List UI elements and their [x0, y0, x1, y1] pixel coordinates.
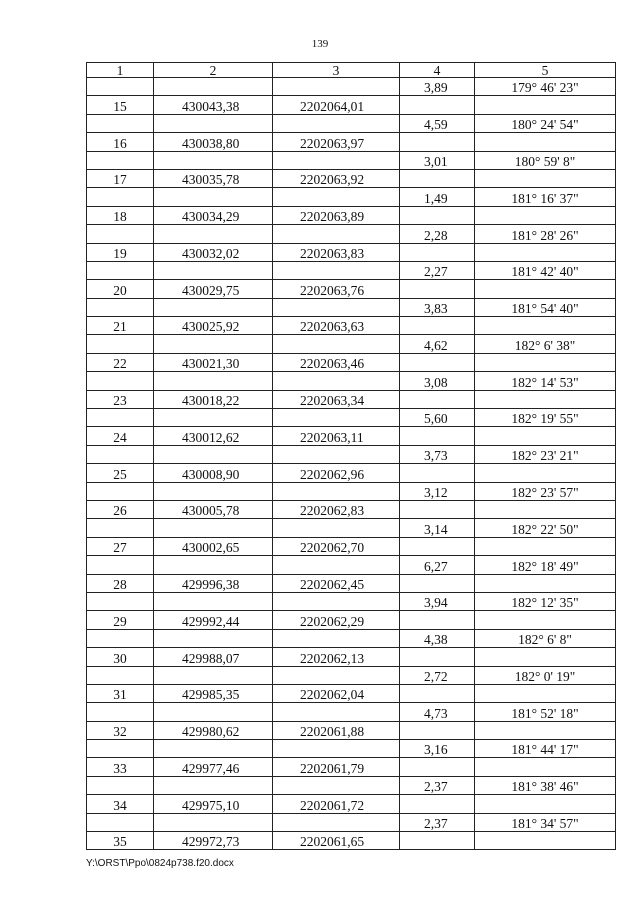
footer-file-path: Y:\ORST\Ppo\0824p738.f20.docx — [86, 858, 234, 869]
table-row — [87, 151, 616, 169]
point-number-cell — [87, 592, 154, 610]
table-row — [87, 574, 616, 592]
table-row — [87, 500, 616, 518]
column-header-4: 4 — [400, 63, 475, 78]
x-coordinate-cell: 430038,80 — [154, 133, 273, 151]
angle-cell — [475, 795, 616, 813]
x-coordinate-cell — [154, 225, 273, 243]
point-number-cell — [87, 629, 154, 647]
angle-cell — [475, 464, 616, 482]
x-coordinate-cell — [154, 335, 273, 353]
table-body — [87, 78, 616, 850]
distance-cell — [400, 795, 475, 813]
distance-cell — [400, 280, 475, 298]
table-row — [87, 611, 616, 629]
table-row — [87, 795, 616, 813]
angle-cell — [475, 537, 616, 555]
distance-cell — [400, 464, 475, 482]
y-coordinate-cell — [273, 519, 400, 537]
x-coordinate-cell — [154, 409, 273, 427]
table-row — [87, 703, 616, 721]
angle-cell — [475, 427, 616, 445]
y-coordinate-cell — [273, 335, 400, 353]
angle-cell: 182° 6' 8" — [475, 629, 616, 647]
table-row — [87, 206, 616, 224]
y-coordinate-cell: 2202062,70 — [273, 537, 400, 555]
point-number-cell: 18 — [87, 206, 154, 224]
angle-cell: 182° 12' 35" — [475, 592, 616, 610]
point-number-cell — [87, 409, 154, 427]
distance-cell — [400, 206, 475, 224]
y-coordinate-cell — [273, 776, 400, 794]
table-row — [87, 298, 616, 316]
y-coordinate-cell — [273, 813, 400, 831]
point-number-cell — [87, 114, 154, 132]
point-number-cell: 35 — [87, 832, 154, 850]
y-coordinate-cell: 2202063,89 — [273, 206, 400, 224]
angle-cell — [475, 832, 616, 850]
table-row — [87, 78, 616, 96]
point-number-cell: 31 — [87, 684, 154, 702]
x-coordinate-cell: 429972,73 — [154, 832, 273, 850]
angle-cell: 180° 59' 8" — [475, 151, 616, 169]
angle-cell — [475, 96, 616, 114]
point-number-cell: 23 — [87, 390, 154, 408]
y-coordinate-cell: 2202063,76 — [273, 280, 400, 298]
y-coordinate-cell — [273, 445, 400, 463]
point-number-cell — [87, 445, 154, 463]
angle-cell: 182° 22' 50" — [475, 519, 616, 537]
column-header-2: 2 — [154, 63, 273, 78]
distance-cell — [400, 353, 475, 371]
angle-cell: 181° 38' 46" — [475, 776, 616, 794]
point-number-cell: 32 — [87, 721, 154, 739]
point-number-cell — [87, 666, 154, 684]
point-number-cell — [87, 482, 154, 500]
distance-cell — [400, 500, 475, 518]
x-coordinate-cell — [154, 556, 273, 574]
point-number-cell — [87, 151, 154, 169]
point-number-cell: 30 — [87, 648, 154, 666]
x-coordinate-cell — [154, 151, 273, 169]
distance-cell — [400, 832, 475, 850]
y-coordinate-cell: 2202064,01 — [273, 96, 400, 114]
y-coordinate-cell — [273, 298, 400, 316]
angle-cell — [475, 390, 616, 408]
angle-cell: 180° 24' 54" — [475, 114, 616, 132]
distance-cell — [400, 537, 475, 555]
header-row — [87, 63, 616, 78]
y-coordinate-cell — [273, 261, 400, 279]
table-row — [87, 188, 616, 206]
y-coordinate-cell: 2202062,96 — [273, 464, 400, 482]
table-row — [87, 261, 616, 279]
distance-cell — [400, 390, 475, 408]
y-coordinate-cell — [273, 188, 400, 206]
y-coordinate-cell: 2202062,29 — [273, 611, 400, 629]
x-coordinate-cell — [154, 776, 273, 794]
point-number-cell: 34 — [87, 795, 154, 813]
distance-cell: 2,28 — [400, 225, 475, 243]
table-row — [87, 445, 616, 463]
distance-cell: 2,27 — [400, 261, 475, 279]
x-coordinate-cell — [154, 740, 273, 758]
angle-cell — [475, 353, 616, 371]
point-number-cell — [87, 261, 154, 279]
x-coordinate-cell: 430029,75 — [154, 280, 273, 298]
x-coordinate-cell — [154, 519, 273, 537]
y-coordinate-cell: 2202062,04 — [273, 684, 400, 702]
table-row — [87, 537, 616, 555]
point-number-cell: 16 — [87, 133, 154, 151]
angle-cell — [475, 611, 616, 629]
distance-cell: 6,27 — [400, 556, 475, 574]
distance-cell — [400, 721, 475, 739]
x-coordinate-cell: 429996,38 — [154, 574, 273, 592]
point-number-cell: 22 — [87, 353, 154, 371]
angle-cell — [475, 206, 616, 224]
y-coordinate-cell — [273, 225, 400, 243]
angle-cell: 181° 34' 57" — [475, 813, 616, 831]
y-coordinate-cell — [273, 556, 400, 574]
distance-cell: 1,49 — [400, 188, 475, 206]
distance-cell: 3,89 — [400, 78, 475, 96]
distance-cell: 4,38 — [400, 629, 475, 647]
x-coordinate-cell — [154, 445, 273, 463]
point-number-cell — [87, 519, 154, 537]
point-number-cell — [87, 372, 154, 390]
distance-cell — [400, 317, 475, 335]
y-coordinate-cell — [273, 151, 400, 169]
distance-cell: 3,14 — [400, 519, 475, 537]
y-coordinate-cell — [273, 482, 400, 500]
angle-cell: 181° 52' 18" — [475, 703, 616, 721]
y-coordinate-cell — [273, 114, 400, 132]
table-row — [87, 409, 616, 427]
angle-cell — [475, 684, 616, 702]
y-coordinate-cell: 2202061,72 — [273, 795, 400, 813]
distance-cell: 3,01 — [400, 151, 475, 169]
table-row — [87, 353, 616, 371]
point-number-cell — [87, 298, 154, 316]
table-row — [87, 464, 616, 482]
table-row — [87, 225, 616, 243]
x-coordinate-cell: 429992,44 — [154, 611, 273, 629]
y-coordinate-cell: 2202062,83 — [273, 500, 400, 518]
column-header-3: 3 — [273, 63, 400, 78]
table-row — [87, 556, 616, 574]
angle-cell: 181° 42' 40" — [475, 261, 616, 279]
table-row — [87, 721, 616, 739]
distance-cell — [400, 133, 475, 151]
table-row — [87, 832, 616, 850]
point-number-cell: 25 — [87, 464, 154, 482]
point-number-cell: 17 — [87, 169, 154, 187]
table-row — [87, 317, 616, 335]
point-number-cell: 27 — [87, 537, 154, 555]
x-coordinate-cell — [154, 703, 273, 721]
distance-cell: 3,73 — [400, 445, 475, 463]
table-row — [87, 96, 616, 114]
x-coordinate-cell — [154, 592, 273, 610]
angle-cell — [475, 648, 616, 666]
page-number: 139 — [311, 38, 329, 50]
column-header-5: 5 — [475, 63, 616, 78]
table-row — [87, 758, 616, 776]
table-row — [87, 133, 616, 151]
x-coordinate-cell: 430032,02 — [154, 243, 273, 261]
y-coordinate-cell: 2202063,46 — [273, 353, 400, 371]
x-coordinate-cell: 429985,35 — [154, 684, 273, 702]
y-coordinate-cell: 2202063,34 — [273, 390, 400, 408]
point-number-cell: 33 — [87, 758, 154, 776]
x-coordinate-cell: 429988,07 — [154, 648, 273, 666]
angle-cell: 181° 44' 17" — [475, 740, 616, 758]
distance-cell — [400, 611, 475, 629]
point-number-cell — [87, 78, 154, 96]
distance-cell: 2,72 — [400, 666, 475, 684]
table-row — [87, 684, 616, 702]
y-coordinate-cell: 2202062,13 — [273, 648, 400, 666]
angle-cell: 182° 19' 55" — [475, 409, 616, 427]
table-row — [87, 427, 616, 445]
point-number-cell: 20 — [87, 280, 154, 298]
x-coordinate-cell — [154, 666, 273, 684]
x-coordinate-cell — [154, 372, 273, 390]
column-header-1: 1 — [87, 63, 154, 78]
angle-cell — [475, 500, 616, 518]
table-row — [87, 592, 616, 610]
y-coordinate-cell: 2202063,97 — [273, 133, 400, 151]
y-coordinate-cell: 2202063,11 — [273, 427, 400, 445]
x-coordinate-cell: 430002,65 — [154, 537, 273, 555]
x-coordinate-cell: 430035,78 — [154, 169, 273, 187]
x-coordinate-cell: 430034,29 — [154, 206, 273, 224]
table-row — [87, 482, 616, 500]
x-coordinate-cell: 430008,90 — [154, 464, 273, 482]
angle-cell: 182° 6' 38" — [475, 335, 616, 353]
table-row — [87, 776, 616, 794]
distance-cell: 2,37 — [400, 776, 475, 794]
point-number-cell: 29 — [87, 611, 154, 629]
angle-cell: 181° 28' 26" — [475, 225, 616, 243]
angle-cell: 181° 54' 40" — [475, 298, 616, 316]
table-row — [87, 335, 616, 353]
angle-cell — [475, 758, 616, 776]
y-coordinate-cell — [273, 592, 400, 610]
angle-cell: 182° 23' 57" — [475, 482, 616, 500]
x-coordinate-cell — [154, 813, 273, 831]
table-row — [87, 372, 616, 390]
x-coordinate-cell — [154, 188, 273, 206]
distance-cell — [400, 169, 475, 187]
point-number-cell: 19 — [87, 243, 154, 261]
table-row — [87, 390, 616, 408]
point-number-cell — [87, 556, 154, 574]
table-row — [87, 519, 616, 537]
angle-cell: 179° 46' 23" — [475, 78, 616, 96]
x-coordinate-cell: 430025,92 — [154, 317, 273, 335]
angle-cell — [475, 574, 616, 592]
distance-cell: 4,59 — [400, 114, 475, 132]
y-coordinate-cell: 2202063,92 — [273, 169, 400, 187]
point-number-cell: 26 — [87, 500, 154, 518]
distance-cell — [400, 684, 475, 702]
point-number-cell: 28 — [87, 574, 154, 592]
distance-cell — [400, 574, 475, 592]
angle-cell — [475, 721, 616, 739]
point-number-cell — [87, 776, 154, 794]
distance-cell: 4,62 — [400, 335, 475, 353]
point-number-cell — [87, 740, 154, 758]
point-number-cell — [87, 225, 154, 243]
coordinates-table — [86, 62, 616, 850]
y-coordinate-cell: 2202062,45 — [273, 574, 400, 592]
table-row — [87, 740, 616, 758]
distance-cell — [400, 243, 475, 261]
table-row — [87, 280, 616, 298]
point-number-cell: 15 — [87, 96, 154, 114]
x-coordinate-cell: 430043,38 — [154, 96, 273, 114]
x-coordinate-cell — [154, 78, 273, 96]
distance-cell — [400, 427, 475, 445]
angle-cell: 182° 0' 19" — [475, 666, 616, 684]
angle-cell: 182° 14' 53" — [475, 372, 616, 390]
x-coordinate-cell: 430021,30 — [154, 353, 273, 371]
angle-cell — [475, 133, 616, 151]
point-number-cell — [87, 335, 154, 353]
angle-cell: 181° 16' 37" — [475, 188, 616, 206]
distance-cell: 3,83 — [400, 298, 475, 316]
y-coordinate-cell — [273, 629, 400, 647]
point-number-cell: 24 — [87, 427, 154, 445]
table-row — [87, 813, 616, 831]
y-coordinate-cell — [273, 78, 400, 96]
angle-cell — [475, 317, 616, 335]
angle-cell — [475, 280, 616, 298]
angle-cell: 182° 23' 21" — [475, 445, 616, 463]
table-header — [87, 63, 616, 78]
y-coordinate-cell: 2202061,88 — [273, 721, 400, 739]
angle-cell: 182° 18' 49" — [475, 556, 616, 574]
y-coordinate-cell: 2202063,63 — [273, 317, 400, 335]
point-number-cell: 21 — [87, 317, 154, 335]
x-coordinate-cell: 430012,62 — [154, 427, 273, 445]
y-coordinate-cell — [273, 372, 400, 390]
x-coordinate-cell: 430005,78 — [154, 500, 273, 518]
angle-cell — [475, 169, 616, 187]
distance-cell: 3,08 — [400, 372, 475, 390]
distance-cell: 3,12 — [400, 482, 475, 500]
distance-cell — [400, 648, 475, 666]
x-coordinate-cell — [154, 298, 273, 316]
y-coordinate-cell — [273, 666, 400, 684]
table-row — [87, 666, 616, 684]
y-coordinate-cell: 2202063,83 — [273, 243, 400, 261]
table-row — [87, 169, 616, 187]
x-coordinate-cell: 430018,22 — [154, 390, 273, 408]
point-number-cell — [87, 188, 154, 206]
distance-cell: 4,73 — [400, 703, 475, 721]
y-coordinate-cell: 2202061,79 — [273, 758, 400, 776]
x-coordinate-cell: 429977,46 — [154, 758, 273, 776]
x-coordinate-cell: 429980,62 — [154, 721, 273, 739]
x-coordinate-cell — [154, 482, 273, 500]
y-coordinate-cell — [273, 409, 400, 427]
table-row — [87, 648, 616, 666]
distance-cell — [400, 96, 475, 114]
x-coordinate-cell — [154, 629, 273, 647]
x-coordinate-cell: 429975,10 — [154, 795, 273, 813]
point-number-cell — [87, 813, 154, 831]
point-number-cell — [87, 703, 154, 721]
y-coordinate-cell: 2202061,65 — [273, 832, 400, 850]
x-coordinate-cell — [154, 261, 273, 279]
distance-cell — [400, 758, 475, 776]
y-coordinate-cell — [273, 740, 400, 758]
distance-cell: 3,16 — [400, 740, 475, 758]
distance-cell: 3,94 — [400, 592, 475, 610]
table-row — [87, 629, 616, 647]
table-row — [87, 243, 616, 261]
angle-cell — [475, 243, 616, 261]
x-coordinate-cell — [154, 114, 273, 132]
distance-cell: 2,37 — [400, 813, 475, 831]
y-coordinate-cell — [273, 703, 400, 721]
table-row — [87, 114, 616, 132]
distance-cell: 5,60 — [400, 409, 475, 427]
